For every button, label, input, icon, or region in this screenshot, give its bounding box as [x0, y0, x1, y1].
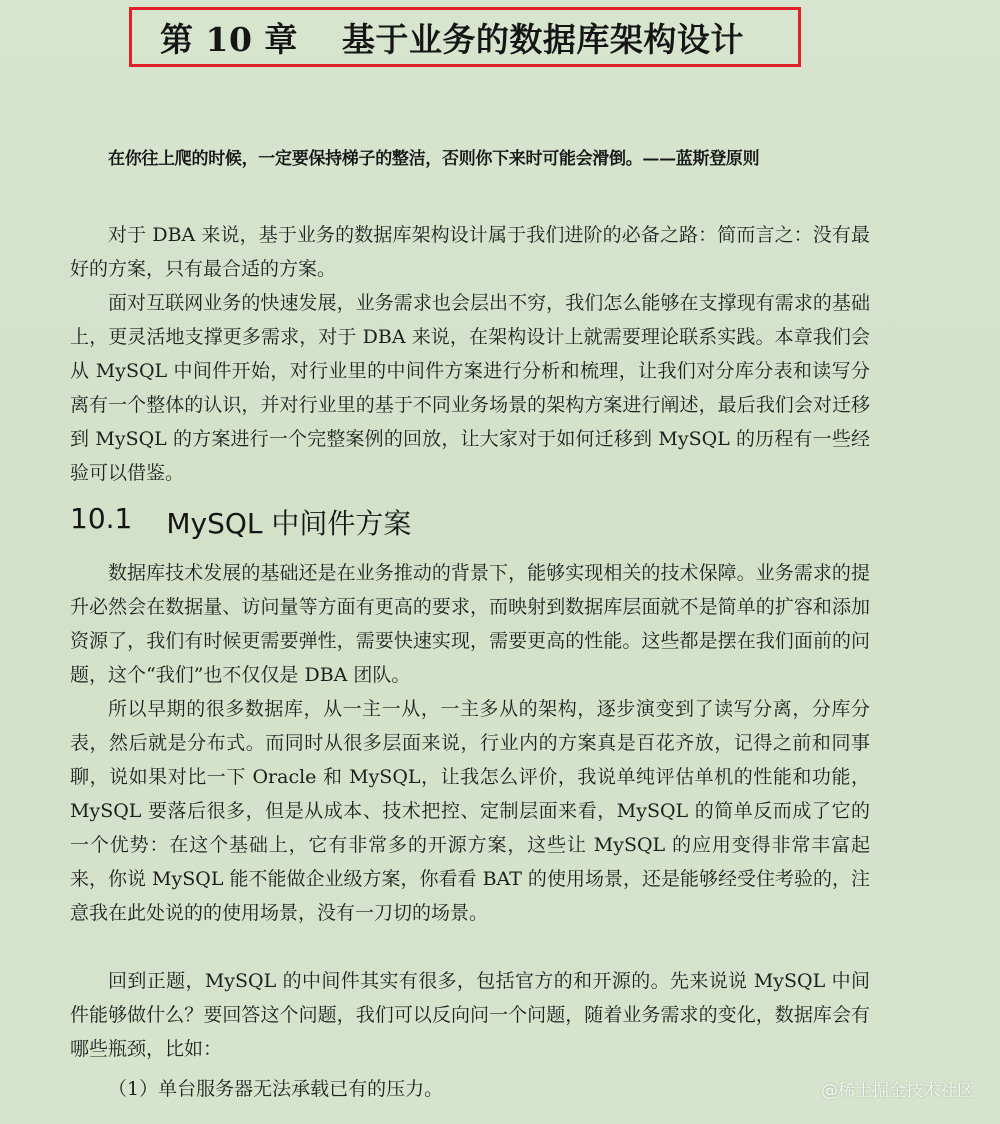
- chapter-title: 基于业务的数据库架构设计: [341, 19, 744, 59]
- section-number: 10.1: [70, 502, 133, 535]
- intro-paragraph-1: 对于 DBA 来说，基于业务的数据库架构设计属于我们进阶的必备之路：简而言之：没有最好的方案，只有最合适的方案。: [70, 224, 870, 280]
- section-paragraph-1: 数据库技术发展的基础还是在业务推动的背景下，能够实现相关的技术保障。业务需求的提升必然会在数据量、访问量等方面有更高的要求，而映射到数据库层面就不是简单的扩容和添加资源了，我们有时候更需要弹性，需要快速实现，需要更高的性能。这些都是摆在我们面前的问题，这个“我们”也不仅仅是 DBA 团队。: [70, 562, 870, 686]
- watermark: @稀土掘金技术社区: [821, 1081, 974, 1101]
- section-paragraph-2: 所以早期的很多数据库，从一主一从，一主多从的架构，逐步演变到了读写分离，分库分表，然后就是分布式。而同时从很多层面来说，行业内的方案真是百花齐放，记得之前和同事聊，说如果对比一下 Oracle 和 MySQL，让我怎么评价，我说单纯评估单机的性能和功能，MySQL 要落后很多，但是从成本、技术把控、定制层面来看，MySQL 的简单反而成了它的一个优势：在这个基础上，它有非常多的开源方案，这些让 MySQL 的应用变得非常丰富起来，你说 MySQL 能不能做企业级方案，你看看 BAT 的使用场景，还是能够经受住考验的，注意我在此处说的的使用场景，没有一刀切的场景。: [70, 698, 870, 924]
- section-heading: [70, 502, 411, 542]
- section-title: MySQL 中间件方案: [166, 507, 412, 540]
- intro-paragraph-2: 面对互联网业务的快速发展，业务需求也会层出不穷，我们怎么能够在支撑现有需求的基础上，更灵活地支撑更多需求，对于 DBA 来说，在架构设计上就需要理论联系实践。本章我们会从 MySQL 中间件开始，对行业里的中间件方案进行分析和梳理，让我们对分库分表和读写分离有一个整体的认识，并对行业里的基于不同业务场景的架构方案进行阐述，最后我们会对迁移到 MySQL 的方案进行一个完整案例的回放，让大家对于如何迁移到 MySQL 的历程有一些经验可以借鉴。: [70, 292, 870, 484]
- chapter-heading-box: [129, 7, 801, 67]
- section-paragraph-3: 回到正题，MySQL 的中间件其实有很多，包括官方的和开源的。先来说说 MySQL 中间件能够做什么？要回答这个问题，我们可以反向问一个问题，随着业务需求的变化，数据库会有哪些瓶颈，比如：: [70, 970, 870, 1060]
- list-item: （1）单台服务器无法承载已有的压力。: [108, 1078, 444, 1100]
- chapter-number: 第 10 章: [160, 19, 298, 59]
- epigraph-quote: 在你往上爬的时候，一定要保持梯子的整洁，否则你下来时可能会滑倒。——蓝斯登原则: [108, 149, 760, 169]
